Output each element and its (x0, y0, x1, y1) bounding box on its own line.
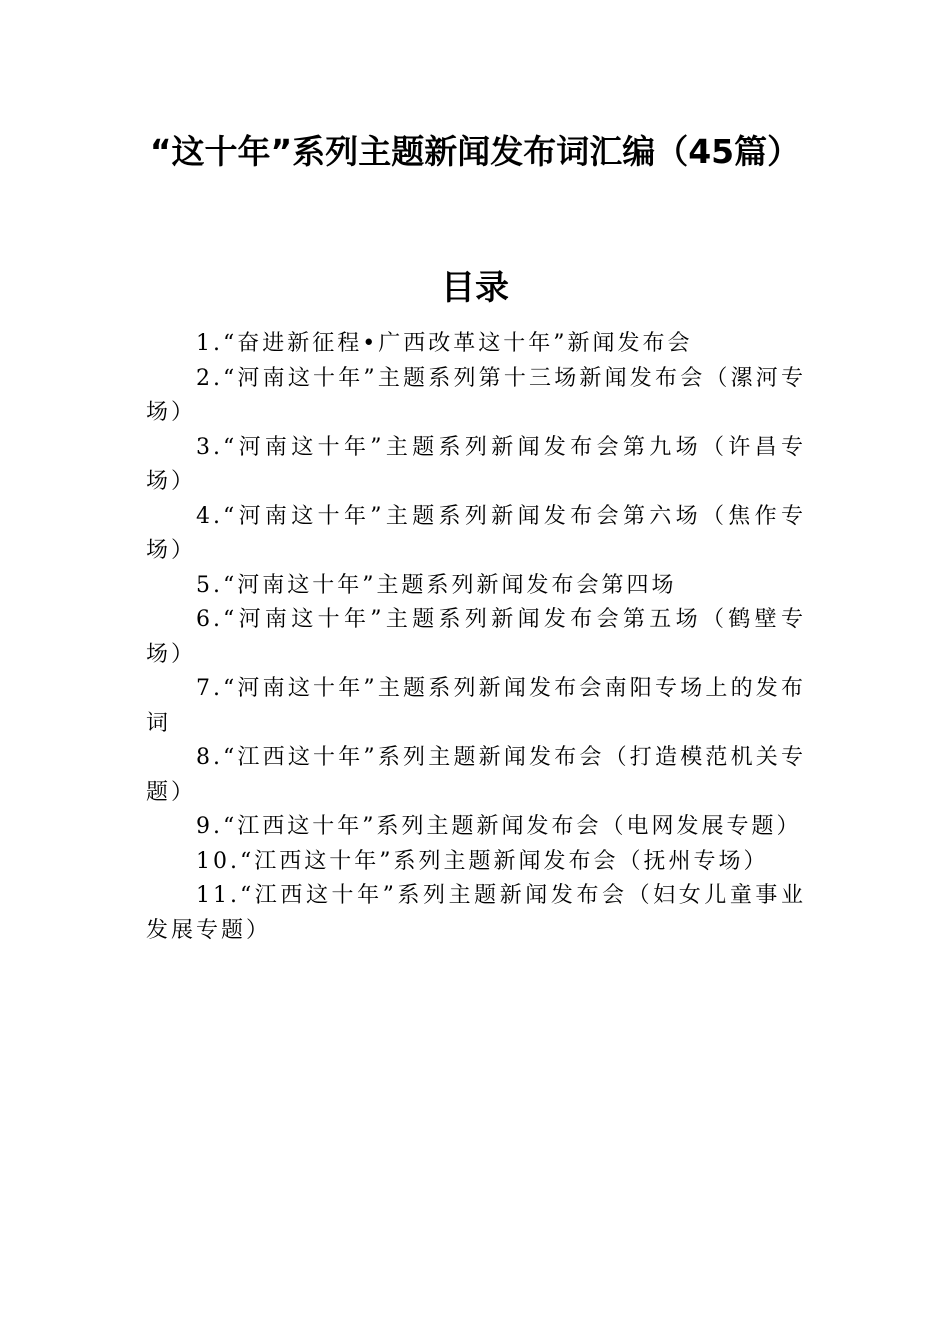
toc-item-9: 9.“江西这十年”系列主题新闻发布会（电网发展专题） (196, 814, 802, 839)
toc-item-11: 11.“江西这十年”系列主题新闻发布会（妇女儿童事业发展专题） (146, 883, 806, 943)
toc-item-1: 1.“奋进新征程•广西改革这十年”新闻发布会 (196, 331, 693, 356)
toc-item-8: 8.“江西这十年”系列主题新闻发布会（打造模范机关专题） (146, 745, 806, 805)
document-title: “这十年”系列主题新闻发布词汇编（45篇） (149, 132, 801, 171)
toc-item-5: 5.“河南这十年”主题系列新闻发布会第四场 (196, 572, 677, 598)
toc-item-2: 2.“河南这十年”主题系列第十三场新闻发布会（漯河专场） (146, 365, 806, 425)
toc-item-10: 10.“江西这十年”系列主题新闻发布会（抚州专场） (196, 848, 769, 874)
toc-heading: 目录 (441, 268, 509, 308)
toc-item-4: 4.“河南这十年”主题系列新闻发布会第六场（焦作专场） (146, 503, 806, 563)
toc-item-7: 7.“河南这十年”主题系列新闻发布会南阳专场上的发布词 (146, 676, 806, 736)
toc-list (146, 327, 806, 948)
toc-item-6: 6.“河南这十年”主题系列新闻发布会第五场（鹤壁专场） (146, 607, 806, 667)
toc-item-3: 3.“河南这十年”主题系列新闻发布会第九场（许昌专场） (146, 434, 806, 494)
